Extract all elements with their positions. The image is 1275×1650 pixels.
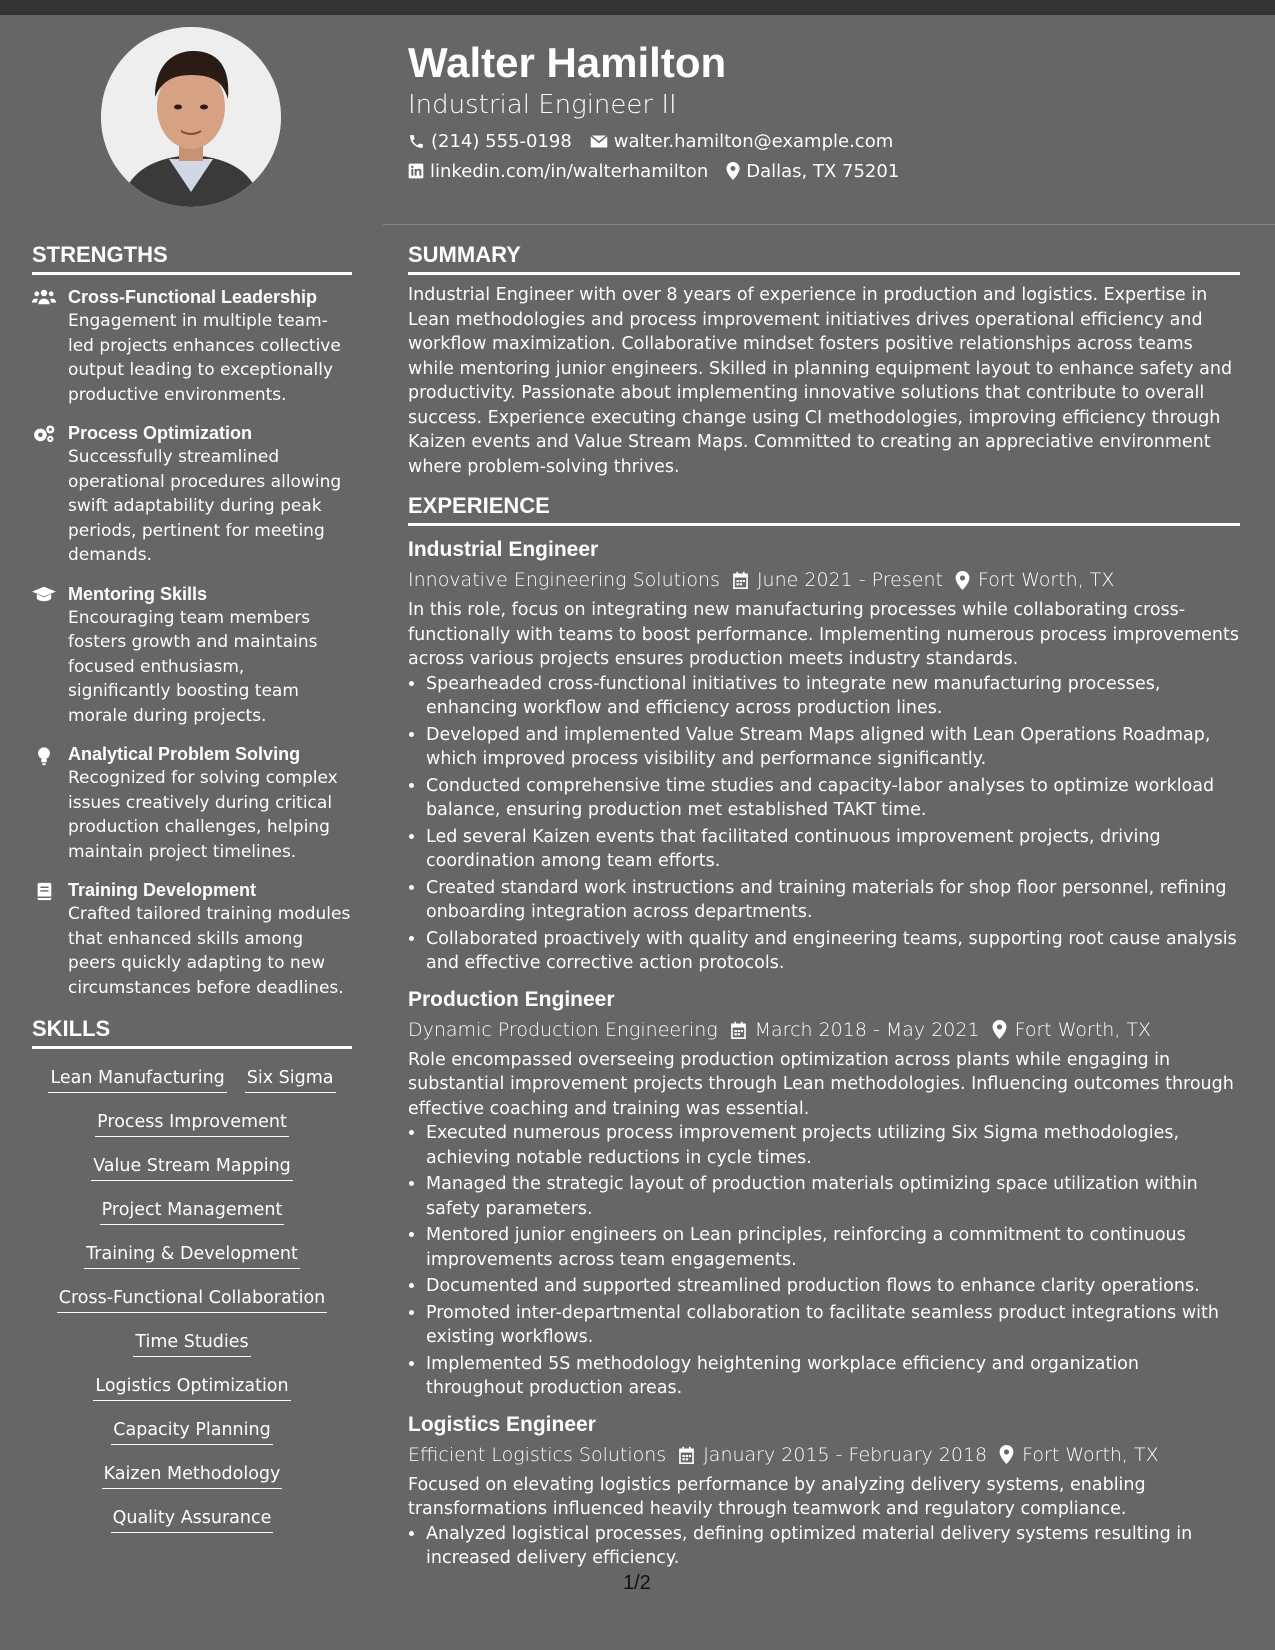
job-bullets <box>408 672 1240 976</box>
left-column <box>32 240 352 1533</box>
gears-icon <box>32 425 56 443</box>
contact-row-2 <box>408 159 1228 183</box>
job-description: Focused on elevating logistics performance by analyzing delivery systems, enabling transformations influenced heavily through teamwork and regulatory compliance. <box>408 1474 1146 1519</box>
map-pin-icon <box>992 1020 1007 1039</box>
job-company: Dynamic Production Engineering <box>408 1018 718 1041</box>
strength-item <box>32 742 352 864</box>
email-text: walter.hamilton@example.com <box>613 130 894 152</box>
job-bullet: • Mentored junior engineers on Lean principles, reinforcing a commitment to continuous improvements across team engagements. <box>426 1223 1240 1272</box>
job-bullet: • Conducted comprehensive time studies and capacity-labor analyses to optimize workload balance, ensuring production met established TAKT time. <box>426 774 1240 823</box>
job-bullet: • Created standard work instructions and training materials for shop floor personnel, refining onboarding integration across departments. <box>426 876 1240 925</box>
location-contact <box>726 161 899 182</box>
job-dates-wrap <box>732 564 943 596</box>
skill-tag: Project Management <box>100 1197 285 1225</box>
strength-desc: Recognized for solving complex issues creatively during critical production challenges, helping maintain project timelines. <box>68 768 338 862</box>
summary-text: Industrial Engineer with over 8 years of experience in production and logistics. Expertise in Lean methodologies and process improvement initiatives drives operational efficiency and workflow maximization. Collaborative mindset fosters positive relationships across teams while mentoring junior engineers. Skilled in planning equipment layout to enhance safety and productivity. Passionate about implementing innovative solutions that contribute to overall success. Experience executing change using CI methodologies, improving efficiency through Kaizen events and Value Stream Maps. Committed to creating an appreciative environment where problem-solving thrives. <box>408 285 1233 477</box>
job-entry <box>408 1411 1240 1571</box>
map-pin-icon <box>955 571 970 590</box>
job-dates-wrap <box>730 1014 980 1046</box>
skill-tag: Kaizen Methodology <box>102 1461 283 1489</box>
envelope-icon <box>590 134 608 149</box>
skill-tag: Time Studies <box>133 1329 250 1357</box>
skill-tag: Capacity Planning <box>111 1417 272 1445</box>
job-description: Role encompassed overseeing production optimization across plants while engaging in substantial improvement projects through Lean methodologies. Influencing outcomes through effective coaching and training was essential. <box>408 1049 1234 1119</box>
job-company: Innovative Engineering Solutions <box>408 569 720 591</box>
linkedin-icon <box>408 163 424 179</box>
strength-title: Analytical Problem Solving <box>68 744 301 764</box>
job-title: Production Engineer <box>408 987 615 1011</box>
skills-heading: SKILLS <box>32 1014 352 1049</box>
job-bullets <box>408 1522 1240 1571</box>
job-location-wrap <box>992 1014 1151 1046</box>
job-dates: January 2015 - February 2018 <box>703 1443 988 1466</box>
strength-title: Cross-Functional Leadership <box>68 287 318 307</box>
phone-text: (214) 555-0198 <box>431 130 572 152</box>
right-column <box>408 240 1240 1581</box>
job-meta <box>408 1014 1240 1046</box>
job-description: In this role, focus on integrating new manufacturing processes while collaborating cross-functionally with teams to boost performance. Implementing numerous process improvements across various projects ensures production meets industry standards. <box>408 600 1239 669</box>
calendar-icon <box>730 1021 747 1039</box>
skill-tag: Quality Assurance <box>111 1505 274 1533</box>
job-bullet: • Managed the strategic layout of production materials optimizing space utilization within safety parameters. <box>426 1172 1240 1221</box>
strength-item <box>32 878 352 1000</box>
candidate-title: Industrial Engineer II <box>408 90 677 121</box>
strength-desc: Encouraging team members fosters growth and maintains focused enthusiasm, significantly boosting team morale during projects. <box>68 607 318 726</box>
skill-tag: Cross-Functional Collaboration <box>57 1285 328 1313</box>
job-entry <box>408 986 1240 1401</box>
linkedin-text: linkedin.com/in/walterhamilton <box>430 160 709 182</box>
job-location-wrap <box>955 564 1114 596</box>
job-bullets <box>408 1121 1240 1401</box>
profile-photo <box>101 27 281 207</box>
skill-tag: Process Improvement <box>95 1109 289 1137</box>
job-meta <box>408 564 1240 596</box>
calendar-icon <box>678 1446 695 1464</box>
skill-tag: Lean Manufacturing <box>48 1065 226 1093</box>
job-bullet: • Promoted inter-departmental collaboration to facilitate seamless product integrations with existing workflows. <box>426 1301 1240 1350</box>
job-company: Efficient Logistics Solutions <box>408 1443 667 1466</box>
strength-item <box>32 421 352 568</box>
strength-title: Process Optimization <box>68 423 253 443</box>
job-location: Fort Worth, TX <box>1022 1443 1159 1466</box>
strength-title: Mentoring Skills <box>68 583 208 604</box>
job-dates-wrap <box>678 1439 987 1471</box>
graduation-cap-icon <box>32 586 56 602</box>
header-divider <box>383 224 1275 225</box>
job-entry <box>408 536 1240 976</box>
skills-list <box>32 1059 352 1533</box>
job-location: Fort Worth, TX <box>1014 1018 1152 1041</box>
candidate-name: Walter Hamilton <box>408 39 727 86</box>
strength-desc: Crafted tailored training modules that enhanced skills among peers quickly adapting to new circumstances before deadlines. <box>68 904 351 998</box>
strength-desc: Successfully streamlined operational procedures allowing swift adaptability during peak periods, pertinent for meeting demands. <box>68 447 342 565</box>
strengths-heading: STRENGTHS <box>32 240 352 275</box>
job-title: Logistics Engineer <box>408 1412 596 1436</box>
job-title: Industrial Engineer <box>408 538 599 561</box>
users-icon <box>32 289 56 305</box>
strengths-list <box>32 285 352 1000</box>
strength-title: Training Development <box>68 880 257 900</box>
skill-tag: Logistics Optimization <box>93 1373 290 1401</box>
job-dates: June 2021 - Present <box>756 569 943 591</box>
job-bullet: • Developed and implemented Value Stream Maps aligned with Lean Operations Roadmap, which improved process visibility and performance significantly. <box>426 723 1240 772</box>
job-bullet: • Implemented 5S methodology heightening workplace efficiency and organization throughout production areas. <box>426 1352 1240 1401</box>
job-bullet: • Led several Kaizen events that facilitated continuous improvement projects, driving coordination among team efforts. <box>426 825 1240 874</box>
skill-tag: Six Sigma <box>245 1065 336 1093</box>
strength-desc: Engagement in multiple team-led projects enhances collective output leading to exceptionally productive environments. <box>68 311 341 405</box>
skill-tag: Training & Development <box>84 1241 300 1269</box>
experience-heading: EXPERIENCE <box>408 491 1240 526</box>
resume-header <box>408 40 1228 183</box>
email-contact[interactable] <box>590 131 893 152</box>
job-dates: March 2018 - May 2021 <box>754 1018 980 1041</box>
summary-heading: SUMMARY <box>408 240 1240 275</box>
phone-contact <box>408 131 572 152</box>
skill-tag: Value Stream Mapping <box>91 1153 293 1181</box>
job-location: Fort Worth, TX <box>977 569 1115 591</box>
job-location-wrap <box>999 1439 1158 1471</box>
strength-item <box>32 285 352 407</box>
job-bullet: • Collaborated proactively with quality and engineering teams, supporting root cause analysis and effective corrective action protocols. <box>426 927 1240 976</box>
job-meta <box>408 1439 1240 1471</box>
strength-item <box>32 582 352 729</box>
job-bullet: • Analyzed logistical processes, defining optimized material delivery systems resulting in increased delivery efficiency. <box>426 1522 1240 1571</box>
job-bullet: • Spearheaded cross-functional initiatives to integrate new manufacturing processes, enhancing workflow and efficiency across production lines. <box>426 672 1240 721</box>
linkedin-contact[interactable] <box>408 161 708 182</box>
location-text: Dallas, TX 75201 <box>746 160 900 182</box>
book-icon <box>32 882 56 902</box>
page-number: 1/2 <box>623 1572 651 1594</box>
map-pin-icon <box>726 162 740 180</box>
contact-row-1 <box>408 129 1228 153</box>
phone-icon <box>408 133 425 150</box>
map-pin-icon <box>999 1445 1014 1464</box>
calendar-icon <box>732 571 749 589</box>
job-bullet: • Documented and supported streamlined production flows to enhance clarity operations. <box>426 1274 1240 1299</box>
lightbulb-icon <box>32 746 56 766</box>
top-bar <box>0 0 1275 15</box>
job-bullet: • Executed numerous process improvement projects utilizing Six Sigma methodologies, achieving notable reductions in cycle times. <box>426 1121 1240 1170</box>
